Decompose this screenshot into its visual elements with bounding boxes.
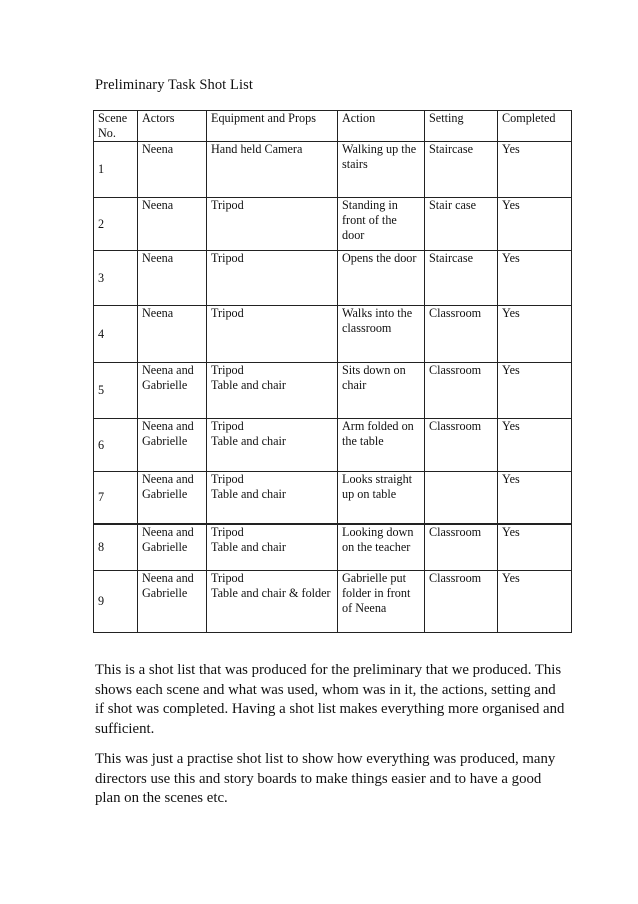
cell-equipment: Tripod [207,251,338,306]
cell-completed: Yes [498,419,572,472]
column-header: Actors [138,111,207,142]
cell-scene: 8 [94,525,138,571]
cell-setting: Classroom [425,419,498,472]
cell-equipment: Tripod [207,198,338,251]
cell-action: Walking up the stairs [338,142,425,198]
cell-setting: Classroom [425,571,498,633]
cell-action: Looking down on the teacher [338,525,425,571]
cell-equipment: Tripod Table and chair [207,419,338,472]
cell-actors: Neena and Gabrielle [138,472,207,524]
cell-setting: Stair case [425,198,498,251]
cell-action: Opens the door [338,251,425,306]
cell-completed: Yes [498,571,572,633]
cell-completed: Yes [498,472,572,524]
cell-action: Sits down on chair [338,363,425,419]
table-row [94,363,572,419]
cell-scene: 7 [94,472,138,524]
cell-scene: 9 [94,571,138,633]
column-header: Action [338,111,425,142]
cell-scene: 6 [94,419,138,472]
description-paragraph: This is a shot list that was produced for the preliminary that we produced. This shows each scene and what was used, whom was in it, the actions, setting and if shot was completed. Having a shot list makes everything more organised and sufficient. [95,662,565,737]
column-header: Completed [498,111,572,142]
cell-equipment: Tripod Table and chair & folder [207,571,338,633]
cell-completed: Yes [498,251,572,306]
cell-action: Looks straight up on table [338,472,425,524]
table-row [94,419,572,472]
cell-setting: Classroom [425,306,498,363]
cell-equipment: Tripod Table and chair [207,363,338,419]
cell-completed: Yes [498,363,572,419]
cell-scene: 3 [94,251,138,306]
table-row [94,251,572,306]
column-header: Setting [425,111,498,142]
cell-actors: Neena [138,251,207,306]
cell-action: Gabrielle put folder in front of Neena [338,571,425,633]
cell-actors: Neena and Gabrielle [138,525,207,571]
table-row [94,142,572,198]
page-title: Preliminary Task Shot List [95,77,253,93]
table-row [94,198,572,251]
table-row [94,306,572,363]
column-header: Scene No. [94,111,138,142]
cell-setting: Classroom [425,525,498,571]
cell-scene: 2 [94,198,138,251]
cell-setting: Classroom [425,363,498,419]
cell-setting [425,472,498,524]
cell-scene: 1 [94,142,138,198]
note-paragraph: This was just a practise shot list to show how everything was produced, many directors use this and story boards to make things easier and to have a good plan on the scenes etc. [95,751,556,806]
cell-actors: Neena and Gabrielle [138,363,207,419]
cell-equipment: Tripod [207,306,338,363]
column-header: Equipment and Props [207,111,338,142]
cell-action: Walks into the classroom [338,306,425,363]
cell-actors: Neena [138,306,207,363]
shot-list-table [93,110,572,524]
cell-actors: Neena and Gabrielle [138,419,207,472]
cell-actors: Neena and Gabrielle [138,571,207,633]
cell-completed: Yes [498,306,572,363]
table-row [94,525,572,571]
cell-completed: Yes [498,198,572,251]
cell-completed: Yes [498,142,572,198]
table-row [94,571,572,633]
cell-setting: Staircase [425,251,498,306]
shot-list-table-continued [93,524,572,633]
cell-scene: 5 [94,363,138,419]
cell-equipment: Tripod Table and chair [207,525,338,571]
cell-actors: Neena [138,142,207,198]
table-header-row [94,111,572,142]
cell-actors: Neena [138,198,207,251]
cell-equipment: Tripod Table and chair [207,472,338,524]
cell-completed: Yes [498,525,572,571]
cell-action: Standing in front of the door [338,198,425,251]
cell-scene: 4 [94,306,138,363]
cell-setting: Staircase [425,142,498,198]
table-row [94,472,572,524]
cell-equipment: Hand held Camera [207,142,338,198]
cell-action: Arm folded on the table [338,419,425,472]
